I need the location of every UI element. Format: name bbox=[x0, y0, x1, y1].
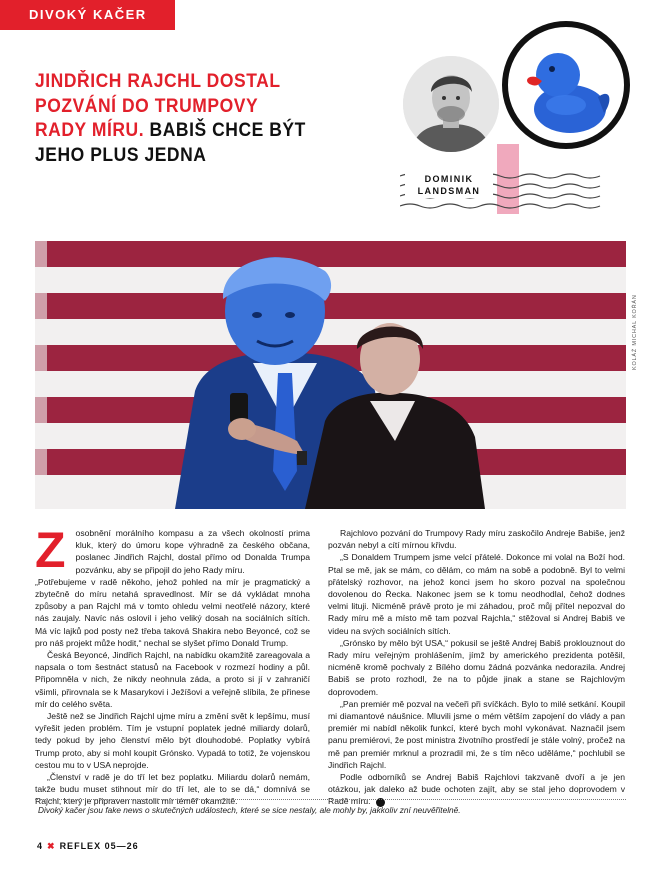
paragraph bbox=[328, 771, 625, 808]
end-mark-icon: ✖ bbox=[376, 798, 385, 807]
image-credit: KOLÁŽ MICHAL KOŘÁN bbox=[632, 294, 638, 370]
headline bbox=[35, 70, 311, 168]
author-photo bbox=[403, 56, 499, 152]
paragraph-text: Podle odborníků se Andrej Babiš Rajchlovi takzvaně dvoří a je jen otázkou, jak daleko až bude ochoten zajít, aby se stal jeho doprovodem v Radě míru. bbox=[328, 772, 625, 807]
magazine-name: REFLEX bbox=[59, 841, 102, 851]
paragraph: Česká Beyoncé, Jindřich Rajchl, na nabídku okamžitě zareagovala a napsala o tom šestnáct statusů na Facebook v rozmezí hodiny a půl. Připomněla v nich, že nikdy neohnula záda, a proto si jí v zahraničí všimli, přirovnala se k Masarykovi i Ježíšovi a veřejně slíbila, že přinese mír do celého světa. bbox=[35, 650, 310, 709]
paragraph: Rajchlovo pozvání do Trumpovy Rady míru zaskočilo Andreje Babiše, jenž pozván nebyl a cítí mírnou křivdu. bbox=[328, 528, 625, 551]
issue-number: 05—26 bbox=[104, 841, 139, 851]
paragraph: „S Donaldem Trumpem jsme velcí přátelé. Dokonce mi volal na Boží hod. Ptal se mě, jak se mám, co dělám, co mám na sobě a podobně. Byl to velmi přátelský rozhovor, na jehož konci jsem ho skoro pozval na společnou dovolenou do Řecka. Nakonec jsem se k tomu neodhodlal, čehož dodnes velmi lituji. Nicméně právě proto je mi záhadou, proč můj přítel nepozval do Rady míru mě a místo mě tam pozval Rajchla,“ stěžoval si Andrej Babiš ve videu na svých sociálních sítích. bbox=[328, 552, 625, 636]
hero-image bbox=[35, 241, 626, 509]
page-number: 4 bbox=[37, 841, 44, 851]
headline-red: JINDŘICH RAJCHL DOSTAL POZVÁNÍ DO TRUMPOVY RADY MÍRU. bbox=[35, 71, 281, 141]
article-column-left bbox=[35, 522, 310, 808]
paragraph: „Členství v radě je do tří let bez poplatku. Miliardu dolarů nemám, takže budu muset stihnout mír do tří let, ale to se dá,“ domnívá se Rajchl, který je připraven nastolit mír téměř okamžitě. bbox=[35, 772, 310, 807]
divider bbox=[35, 799, 626, 800]
author-first-name: DOMINIK bbox=[424, 174, 474, 184]
article-column-right bbox=[328, 527, 625, 808]
collage-illustration-icon bbox=[35, 241, 626, 509]
dropcap: Z bbox=[35, 522, 66, 578]
author-portrait-icon bbox=[403, 56, 499, 152]
rubber-duck-icon bbox=[508, 27, 624, 143]
page-footer bbox=[37, 841, 139, 852]
author-last-name: LANDSMAN bbox=[417, 186, 481, 196]
paragraph: „Grónsko by mělo být USA,“ pokusil se ještě Andrej Babiš proklouznout do Rady míru veřejným prohlášením, jímž by amerického prezidenta potěšil, nicméně kromě pochvaly z Bílého domu žádná pozvánka nedorazila. Andrej Babiš se proto rozhodl, že na to půjde jinak a stane se Rajchlovým doprovodem. bbox=[328, 637, 625, 697]
author-byline bbox=[405, 172, 493, 198]
footer-x-icon: ✖ bbox=[47, 841, 56, 851]
disclaimer: Divoký kačer jsou fake news o skutečných událostech, které se sice nestaly, ale mohly by, jakkoliv zní neuvěřitelně. bbox=[38, 805, 461, 815]
headline-black: BABIŠ CHCE BÝT JEHO PLUS JEDNA bbox=[35, 120, 306, 166]
section-tag bbox=[0, 0, 175, 30]
paragraph: „Potřebujeme v radě někoho, jehož pohled na mír je pragmatický a zbytečně do míru netahá spravedlnost. Mír se dá vykládat mnoha způsoby a pan Rajchl má v tomto ohledu velmi neotřelé názory, které nás zaujaly. Navíc nás oslovil i jeho veliký dosah na sociálních sítích. Má víc lajků pod posty než třeba taková Shakira nebo Beyoncé, což se pro náš projekt může hodit,“ nechal se slyšet přímo Donald Trump. bbox=[35, 576, 310, 648]
duck-logo bbox=[502, 21, 630, 149]
paragraph-text: osobnění morálního kompasu a za všech okolností prima kluk, který do úmoru kope výhradně za českého občana, poslanec Jindřich Rajchl, dostal přímo od Donalda Trumpa pozvánku, aby se připojil do jeho Rady míru. bbox=[75, 528, 310, 575]
paragraph: „Pan premiér mě pozval na večeři při svíčkách. Bylo to milé setkání. Koupil mi diamantové náušnice. Mluvili jsme o mém větším zapojení do vlády a pan premiér mi nabídl několik funkcí, které bych mohl vykonávat. Naznačil jsem panu premiérovi, že post ministra životního prostředí je stále volný, pročež na mě pan premiér mrknul a prozradil mi, že s tím něco uděláme,“ pochlubil se Jindřich Rajchl. bbox=[328, 698, 625, 770]
paragraph bbox=[35, 522, 310, 578]
section-label: DIVOKÝ KAČER bbox=[29, 7, 147, 22]
paragraph: Ještě než se Jindřich Rajchl ujme míru a změní svět k lepšímu, musí vyřešit jeden problém. Tím je vstupní poplatek jedné miliardy dolarů, tedy pokud by jeho členství mělo být dlouhodobé. Poplatky vybírá Trump proto, aby si mohl koupit Grónsko. Vypadá to totiž, že vojenskou cestou mu to v USA neprojde. bbox=[35, 711, 310, 770]
